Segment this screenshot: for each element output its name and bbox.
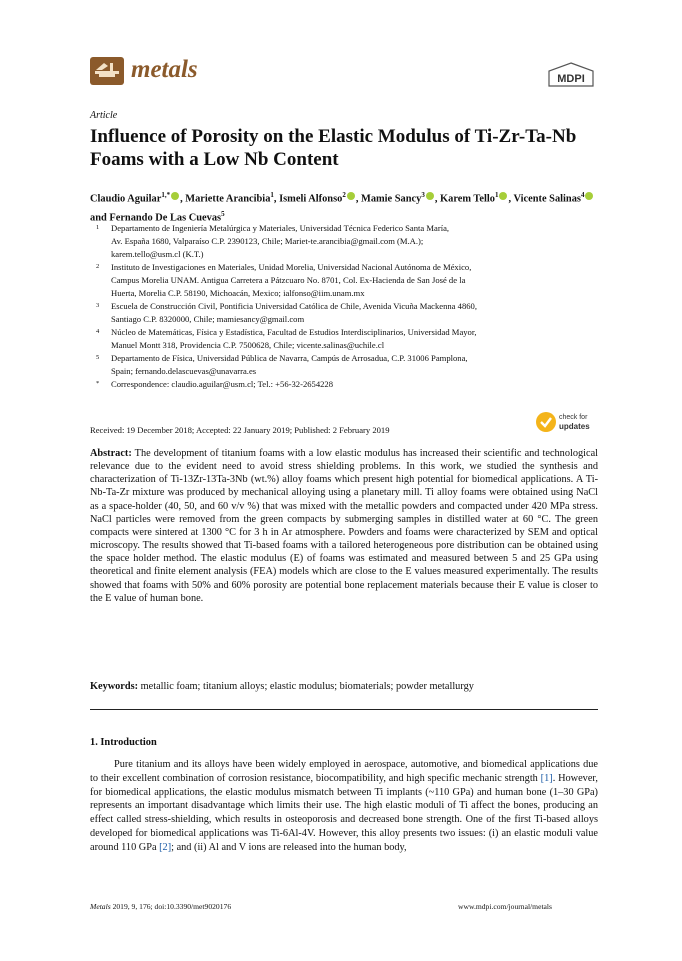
intro-text: ; and (ii) Al and V ions are released into the human body,	[171, 841, 407, 853]
author-name: Fernando De Las Cuevas	[109, 212, 222, 224]
author-separator: ,	[273, 193, 280, 205]
check-for-updates-button[interactable]	[536, 408, 598, 436]
author-name: Mariette Arancibia	[185, 193, 271, 205]
article-type: Article	[90, 110, 118, 121]
affiliation-number: 4	[96, 328, 100, 335]
author-name: Mamie Sancy	[361, 193, 422, 205]
footer-journal: Metals	[90, 902, 111, 911]
affiliation-line: Manuel Montt 318, Providencia C.P. 7500628, Chile; vicente.salinas@uchile.cl	[111, 340, 385, 350]
affiliation-item	[90, 352, 600, 378]
affiliation-line: Instituto de Investigaciones en Materiales, Unidad Morelia, Universidad Nacional Autónoma de México,	[111, 262, 472, 272]
check-updates-line2: updates	[559, 422, 590, 431]
publication-dates: Received: 19 December 2018; Accepted: 22 January 2019; Published: 2 February 2019	[90, 425, 390, 435]
orcid-icon[interactable]	[585, 192, 593, 200]
abstract	[90, 447, 598, 605]
abstract-text: The development of titanium foams with a low elastic modulus has increased their scientific and technological relevance due to the evident need to avoid stress shielding problems. In this work, we studied the synthesis and characterization of Ti-13Zr-13Ta-3Nb (wt.%) alloy foams which present high potential for biomedical applications. A Ti-Nb-Ta-Zr mixture was produced by mechanical alloying using a planetary mill. Ti alloy foams were obtained using NaCl as a space-holder (40, 50, and 60 v/v %) that was mixed with the metallic powders and compacted under 420 MPa stress. NaCl particles were removed from the green compacts by submerging samples in distilled water at 60 °C. The green compacts were sintered at 1300 °C for 3 h in Ar atmosphere. Powders and foams were characterized by SEM and optical microscopy. The results showed that Ti-based foams with a tailored heterogeneous pore distribution can be obtained using the space holder method. The elastic modulus (E) of foams was estimated and measured between 5 and 25 GPa using theoretical and finite element analysis (FEA) models which are close to the E values measured experimentally. The results showed that foams with 50% and 60% porosity are potential bone replacement materials because their E value is closer to the E value of human bone.	[90, 448, 598, 604]
check-icon	[536, 412, 556, 432]
author-affiliation-number: 1	[494, 191, 499, 199]
check-updates-line1: check for	[559, 414, 588, 421]
author-list	[90, 188, 610, 226]
keywords-label: Keywords:	[90, 681, 139, 692]
author-affiliation-number: 1,*	[161, 191, 171, 199]
affiliation-item	[90, 261, 600, 300]
publisher-name: MDPI	[557, 73, 585, 85]
author-name: Vicente Salinas	[513, 193, 581, 205]
author-affiliation-number: 5	[221, 209, 225, 218]
affiliation-item	[90, 326, 600, 352]
affiliation-number: 1	[96, 224, 100, 231]
journal-name: metals	[131, 56, 198, 83]
affiliations	[90, 222, 600, 391]
orcid-icon[interactable]	[171, 192, 179, 200]
author-affiliation-number: 2	[342, 191, 346, 199]
section-heading: 1. Introduction	[90, 737, 157, 748]
abstract-label: Abstract:	[90, 448, 132, 459]
author-separator: ,	[355, 193, 362, 205]
affiliation-line: Correspondence: claudio.aguilar@usm.cl; Tel.: +56-32-2654228	[111, 379, 334, 389]
orcid-icon[interactable]	[426, 192, 434, 200]
paper-title: Influence of Porosity on the Elastic Modulus of Ti-Zr-Ta-Nb Foams with a Low Nb Content	[90, 126, 577, 170]
intro-text: . However, for biomedical applications, the elastic modulus mismatch between Ti implants (~110 GPa) and human bone (1–30 GPa) represents an important disadvantage which limits their use. The high elastic moduli of Ti affect the bones, producing an effect called stress-shielding, which results in osteoporosis and decreased bone strength. One of the first Ti-based alloys developed for biomedical applications was Ti-6Al-4V. However, this alloy presents two issues: (i) an elastic moduli value around 110 GPa	[90, 772, 598, 853]
author-name: Claudio Aguilar	[90, 193, 162, 205]
citation-link[interactable]: [1]	[540, 772, 553, 784]
affiliation-number: *	[96, 380, 100, 387]
author-separator: ,	[180, 193, 186, 205]
affiliation-line: Av. España 1680, Valparaíso C.P. 2390123, Chile; Mariet-te.arancibia@gmail.com (M.A.);	[111, 236, 424, 246]
journal-logo-icon	[90, 57, 124, 85]
author-name: Ismeli Alfonso	[279, 193, 343, 205]
affiliation-item	[90, 378, 600, 391]
footer-citation	[90, 902, 231, 911]
affiliation-line: Departamento de Física, Universidad Pública de Navarra, Campús de Arrosadua, C.P. 31006 Pamplona,	[111, 353, 468, 363]
affiliation-line: Santiago C.P. 8320000, Chile; mamiesancy@gmail.com	[111, 314, 305, 324]
divider	[90, 709, 598, 710]
intro-text: Pure titanium and its alloys have been widely employed in aerospace, automotive, and biomedical applications due to their excellent combination of corrosion resistance, biocompatibility, and high specific mechanic strength	[90, 759, 598, 784]
affiliation-line: Departamento de Ingeniería Metalúrgica y Materiales, Universidad Técnica Federico Santa María,	[111, 223, 450, 233]
footer-url[interactable]: www.mdpi.com/journal/metals	[458, 902, 552, 911]
author-affiliation-number: 1	[270, 191, 274, 199]
affiliation-number: 3	[96, 302, 100, 309]
keywords-text: metallic foam; titanium alloys; elastic modulus; biomaterials; powder metallurgy	[140, 681, 474, 692]
affiliation-line: Escuela de Construcción Civil, Pontificia Universidad Católica de Chile, Avenida Vicuña Mackenna 4860,	[111, 301, 477, 311]
citation-link[interactable]: [2]	[159, 841, 172, 853]
affiliation-item	[90, 222, 600, 261]
footer-details: 2019, 9, 176; doi:10.3390/met9020176	[110, 902, 232, 911]
affiliation-line: Spain; fernando.delascuevas@unavarra.es	[111, 366, 257, 376]
author-separator: ,	[434, 193, 441, 205]
affiliation-item	[90, 300, 600, 326]
author-affiliation-number: 3	[421, 191, 425, 199]
affiliation-line: Campus Morelia UNAM. Antigua Carretera a Pátzcuaro No. 8701, Col. Ex-Hacienda de San José de la	[111, 275, 466, 285]
author-affiliation-number: 4	[580, 191, 585, 199]
author-separator: and	[90, 212, 110, 224]
affiliation-line: Núcleo de Matemáticas, Física y Estadística, Facultad de Estudios Interdisciplinarios, Universidad Mayor,	[111, 327, 477, 337]
mdpi-logo	[547, 62, 595, 93]
keywords	[90, 681, 598, 692]
affiliation-line: Huerta, Morelia C.P. 58190, Michoacán, Mexico; ialfonso@iim.unam.mx	[111, 288, 365, 298]
intro-paragraph	[90, 758, 598, 855]
author-name: Karem Tello	[440, 193, 495, 205]
affiliation-number: 5	[96, 354, 100, 361]
author-separator: ,	[508, 193, 514, 205]
orcid-icon[interactable]	[347, 192, 355, 200]
affiliation-line: karem.tello@usm.cl (K.T.)	[111, 249, 204, 259]
orcid-icon[interactable]	[499, 192, 507, 200]
affiliation-number: 2	[96, 263, 100, 270]
